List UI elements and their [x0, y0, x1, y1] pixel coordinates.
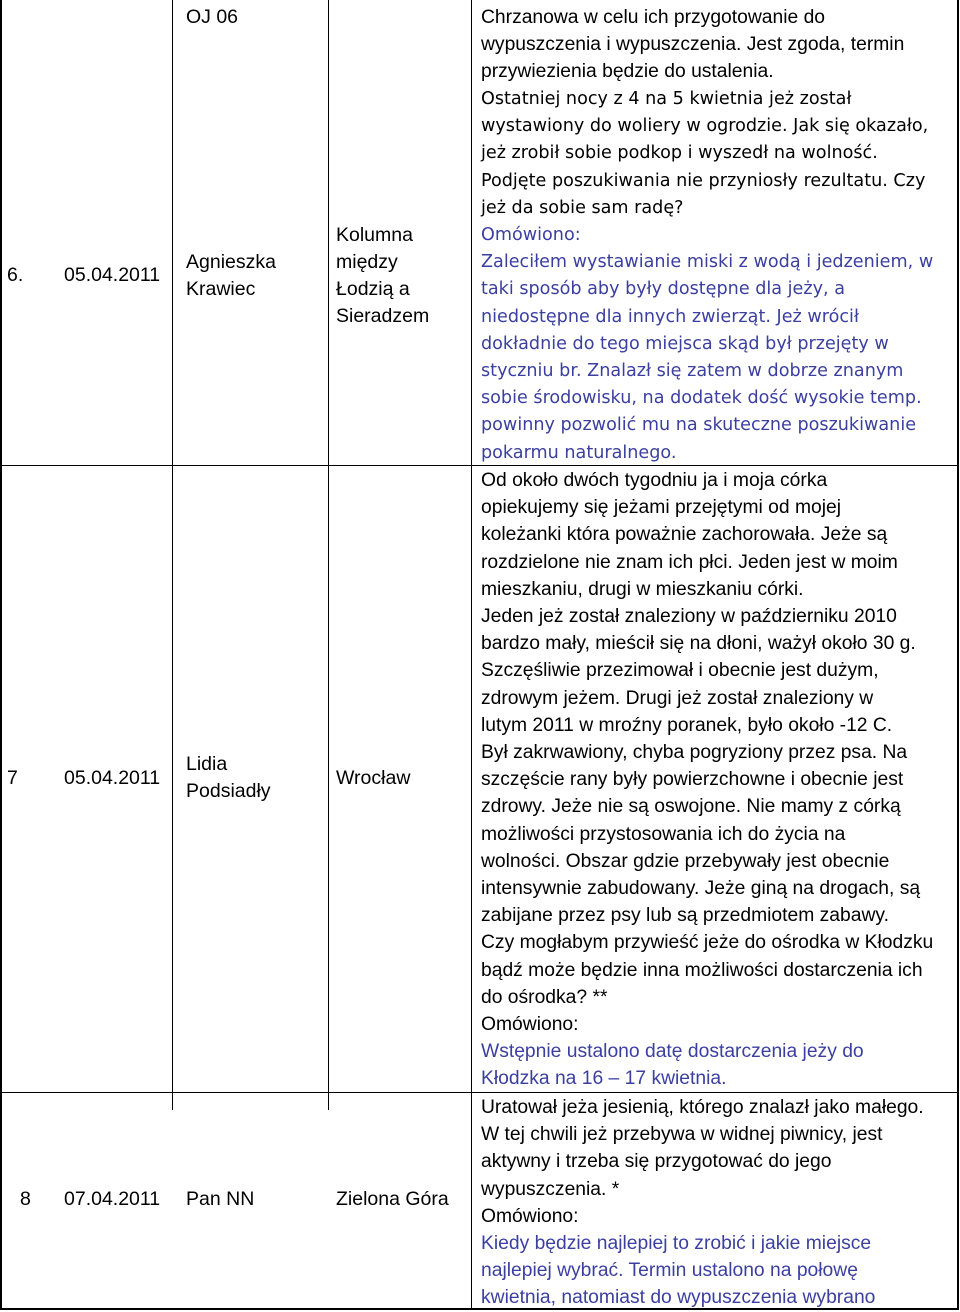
row7-name: Lidia Podsiadły: [186, 753, 271, 802]
text-line: W tej chwili jeż przebywa w widnej piwnicy, jest: [481, 1124, 883, 1146]
discussed-label: Omówiono:: [481, 225, 581, 246]
text-line: jeż da sobie sam radę?: [481, 197, 684, 218]
answer-line: Kłodzka na 16 – 17 kwietnia.: [481, 1068, 727, 1090]
text-line: Był zakrwawiony, chyba pogryziony przez psa. Na: [481, 742, 908, 764]
text-line: Od około dwóch tygodniu ja i moja córka: [481, 470, 828, 491]
text-line: Czy mogłabym przywieść jeże do ośrodka w Kłodzku: [481, 932, 934, 954]
row7-number: 7: [7, 767, 18, 789]
text-line: możliwości przystosowania ich do życia na: [481, 823, 846, 845]
row7-date: 05.04.2011: [64, 767, 161, 789]
discussed-label: Omówiono:: [481, 1014, 579, 1036]
text-line: przywiezienia będzie do ustalenia.: [481, 61, 774, 83]
text-line: Podjęte poszukiwania nie przyniosły rezultatu. Czy: [481, 170, 926, 191]
text-line: wolności. Obszar gdzie przebywały jest obecnie: [481, 850, 890, 872]
row8-date: 07.04.2011: [64, 1188, 161, 1210]
continued-row-label: OJ 06: [186, 6, 239, 28]
discussed-label: Omówiono:: [481, 1205, 579, 1227]
table-border-left: [0, 0, 2, 1310]
answer-line: styczniu br. Znalazł się zatem w dobrze znanym: [481, 361, 904, 382]
answer-line: Zaleciłem wystawianie miski z wodą i jedzeniem, w: [481, 252, 934, 273]
text-line: bardzo mały, mieścił się na dłoni, ważył około 30 g.: [481, 633, 916, 655]
row8-number: 8: [20, 1188, 31, 1210]
row6-name: Agnieszka Krawiec: [186, 251, 276, 300]
answer-line: najlepiej wybrać. Termin ustalono na połowę: [481, 1260, 858, 1282]
continued-row-col-b: [186, 4, 238, 31]
row6-date: 05.04.2011: [64, 264, 161, 286]
table-divider-name-place: [328, 0, 329, 1110]
text-line: zdrowy. Jeże nie są oswojone. Nie mamy z córką: [481, 796, 901, 818]
row6-place: Kolumna między Łodzią a Sieradzem: [336, 224, 430, 327]
text-line: aktywny i trzeba się przygotować do jego: [481, 1151, 832, 1173]
table-divider-date-name: [172, 0, 173, 1110]
text-line: szczęście rany były powierzchowne i obecnie jest: [481, 769, 904, 791]
text-line: koleżanki która poważnie zachorowała. Jeże są: [481, 524, 888, 546]
text-line: opiekujemy się jeżami przejętymi od mojej: [481, 497, 842, 519]
answer-line: sobie środowisku, na dodatek dość wysokie temp.: [481, 388, 922, 409]
text-line: Szczęśliwie przezimował i obecnie jest dużym,: [481, 660, 879, 682]
answer-line: pokarmu naturalnego.: [481, 442, 677, 463]
text-line: mieszkaniu, drugi w mieszkaniu córki.: [481, 578, 804, 600]
row8-text: [481, 1094, 955, 1312]
answer-line: dokładnie do tego miejsca skąd był przejęty w: [481, 333, 889, 354]
answer-line: Kiedy będzie najlepiej to zrobić i jakie miejsce: [481, 1233, 872, 1255]
row7-place: Wrocław: [336, 767, 411, 789]
text-line: do ośrodka? **: [481, 986, 608, 1008]
text-line: zdrowym jeżem. Drugi jeż został znaleziony w: [481, 687, 874, 709]
text-line: wypuszczenia i wypuszczenia. Jest zgoda, termin: [481, 34, 905, 56]
row6-number: 6.: [7, 264, 24, 286]
answer-line: niedostępne dla innych zwierząt. Jeż wrócił: [481, 306, 859, 327]
text-line: lutym 2011 w mroźny poranek, było około -12 C.: [481, 714, 893, 736]
text-line: bądź może będzie inna możliwości dostarczenia ich: [481, 959, 923, 981]
answer-line: kwietnia, natomiast do wypuszczenia wybrano: [481, 1287, 876, 1309]
text-line: Uratował jeża jesienią, którego znalazł jako małego.: [481, 1097, 924, 1118]
text-line: wypuszczenia. *: [481, 1178, 620, 1200]
text-line: Jeden jeż został znaleziony w październiku 2010: [481, 606, 897, 628]
table-border-right: [957, 0, 959, 1310]
table-divider-place-text: [471, 0, 472, 1310]
text-line: wystawiony do woliery w ogrodzie. Jak się okazało,: [481, 116, 929, 137]
row8-name: Pan NN: [186, 1188, 255, 1210]
answer-line: powinny pozwolić mu na skuteczne poszukiwanie: [481, 415, 917, 436]
row7-text: [481, 467, 955, 1093]
text-line: Ostatniej nocy z 4 na 5 kwietnia jeż został: [481, 89, 852, 109]
text-line: zabijane przez psy lub są przedmiotem zabawy.: [481, 905, 889, 927]
continued-row-text: [481, 4, 955, 86]
text-line: jeż zrobił sobie podkop i wyszedł na wolność.: [481, 143, 878, 164]
row8-place: Zielona Góra: [336, 1188, 449, 1210]
text-line: rozdzielone nie znam ich płci. Jeden jest w moim: [481, 551, 898, 573]
text-line: intensywnie zabudowany. Jeże giną na drogach, są: [481, 878, 921, 900]
row6-text: [481, 86, 955, 467]
text-line: Chrzanowa w celu ich przygotowanie do: [481, 7, 826, 28]
answer-line: taki sposób aby były dostępne dla jeży, a: [481, 279, 845, 300]
answer-line: Wstępnie ustalono datę dostarczenia jeży do: [481, 1041, 864, 1063]
